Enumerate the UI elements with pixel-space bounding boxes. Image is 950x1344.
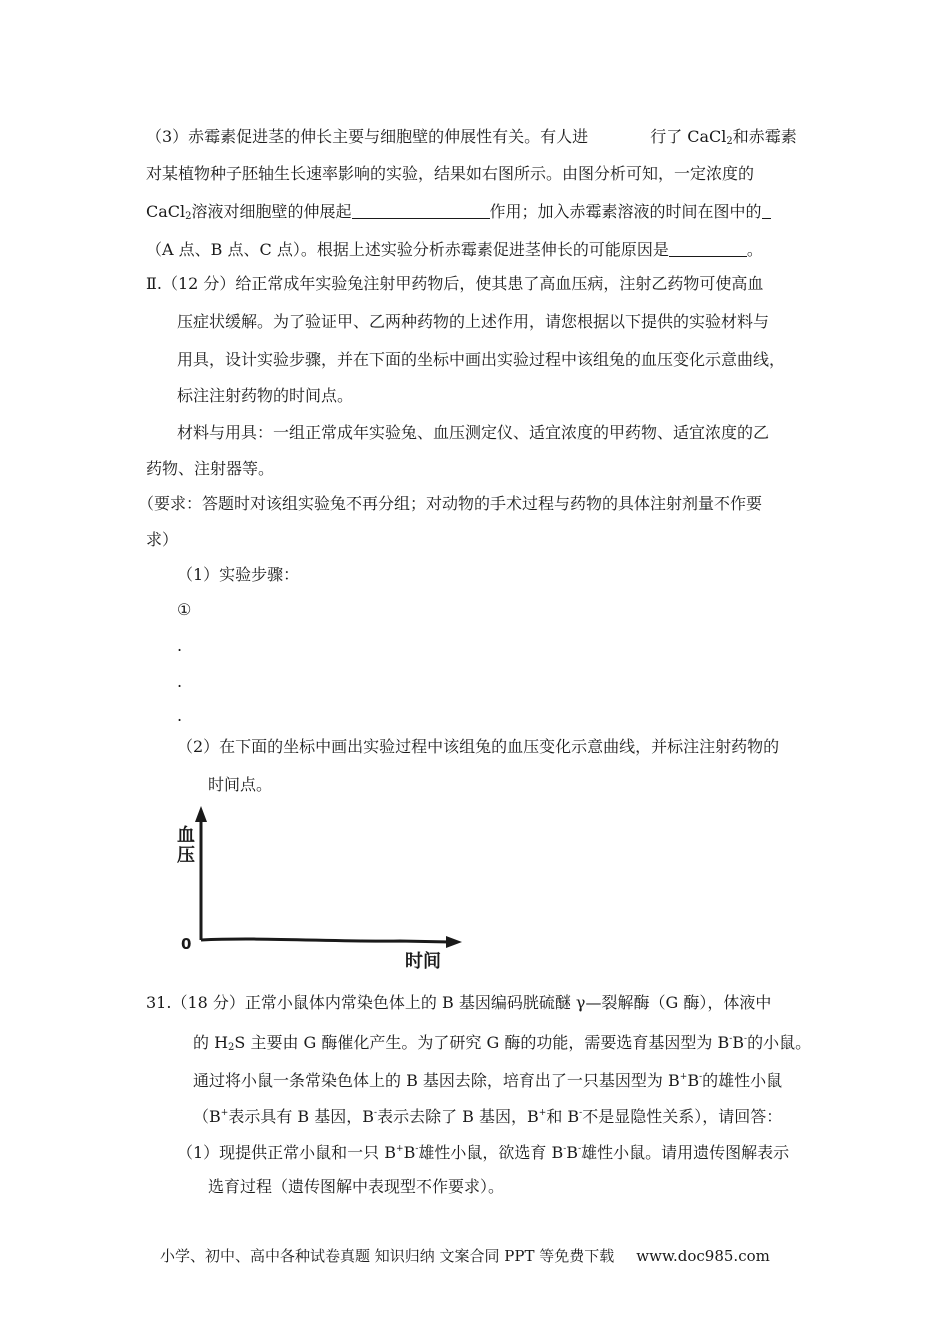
y-axis-label-1: 血	[177, 825, 195, 846]
q31-line-5: （1）现提供正常小鼠和一只 B+B-雄性小鼠，欲选育 B-B-雄性小鼠。请用遗传图解表示	[177, 1143, 790, 1162]
question-1-label: （1）实验步骤：	[177, 565, 300, 584]
q31-line-2: 的 $H_2S$ 主要由 G 酶催化产生。为了研究 G 酶的功能，需要选育基因型为 B-B-的小鼠。	[193, 1033, 812, 1053]
step-dot-1: .	[177, 636, 183, 655]
step-dot-2: .	[177, 672, 183, 691]
part2-line-7: （要求：答题时对该组实验兔不再分组；对动物的手术过程与药物的具体注射剂量不作要	[138, 494, 763, 513]
x-axis	[201, 939, 450, 942]
part2-line-6: 药物、注射器等。	[146, 459, 275, 478]
part2-line-8: 求）	[146, 530, 179, 549]
footer-text: 小学、初中、高中各种试卷真题 知识归纳 文案合同 PPT 等免费下载	[160, 1247, 615, 1265]
page-footer	[160, 1246, 770, 1266]
part2-line-5: 材料与用具：一组正常成年实验兔、血压测定仪、适宜浓度的甲药物、适宜浓度的乙	[177, 423, 770, 442]
q31-line-6: 选育过程（遗传图解中表现型不作要求）。	[208, 1177, 505, 1196]
step-dot-3: .	[177, 706, 183, 725]
part2-line-4: 标注注射药物的时间点。	[177, 386, 354, 405]
origin-label: 0	[181, 935, 192, 953]
part2-line-2: 压症状缓解。为了验证甲、乙两种药物的上述作用，请您根据以下提供的实验材料与	[177, 312, 770, 331]
x-axis-arrow	[446, 936, 462, 948]
part3-line-4: （A 点、B 点、C 点）。根据上述实验分析赤霉素促进茎伸长的可能原因是 。	[146, 240, 763, 259]
part3-line-3: CaCl$_2$溶液对细胞壁的伸展起 作用；加入赤霉素溶液的时间在图中的	[146, 202, 771, 227]
q31-line-1: 31.（18 分）正常小鼠体内常染色体上的 B 基因编码胱硫醚 γ—裂解酶（G 酶），体液中	[146, 993, 772, 1012]
part3-line-2: 对某植物种子胚轴生长速率影响的实验，结果如右图所示。由图分析可知，一定浓度的	[146, 164, 755, 183]
footer-url[interactable]: www.doc985.com	[636, 1247, 770, 1265]
question-2-line-2: 时间点。	[208, 775, 273, 794]
x-axis-label: 时间	[405, 951, 441, 972]
part3-line-1: （3）赤霉素促进茎的伸长主要与细胞壁的伸展性有关。有人进 行了 CaCl$_2$和赤霉素	[146, 127, 797, 147]
question-2-line-1: （2）在下面的坐标中画出实验过程中该组兔的血压变化示意曲线，并标注注射药物的	[177, 737, 780, 756]
step-1-marker: ①	[177, 600, 192, 619]
q31-line-4: （B+表示具有 B 基因，B-表示去除了 B 基因，B+和 B-不是显隐性关系），请回答：	[193, 1107, 783, 1126]
q31-line-3: 通过将小鼠一条常染色体上的 B 基因去除，培育出了一只基因型为 B+B-的雄性小鼠	[193, 1071, 783, 1090]
part2-line-3: 用具，设计实验步骤，并在下面的坐标中画出实验过程中该组兔的血压变化示意曲线，	[177, 350, 786, 369]
y-axis-label-2: 压	[177, 845, 195, 866]
part2-line-1: Ⅱ.（12 分）给正常成年实验兔注射甲药物后，使其患了高血压病，注射乙药物可使高血	[146, 274, 764, 293]
y-axis-arrow	[195, 806, 207, 822]
